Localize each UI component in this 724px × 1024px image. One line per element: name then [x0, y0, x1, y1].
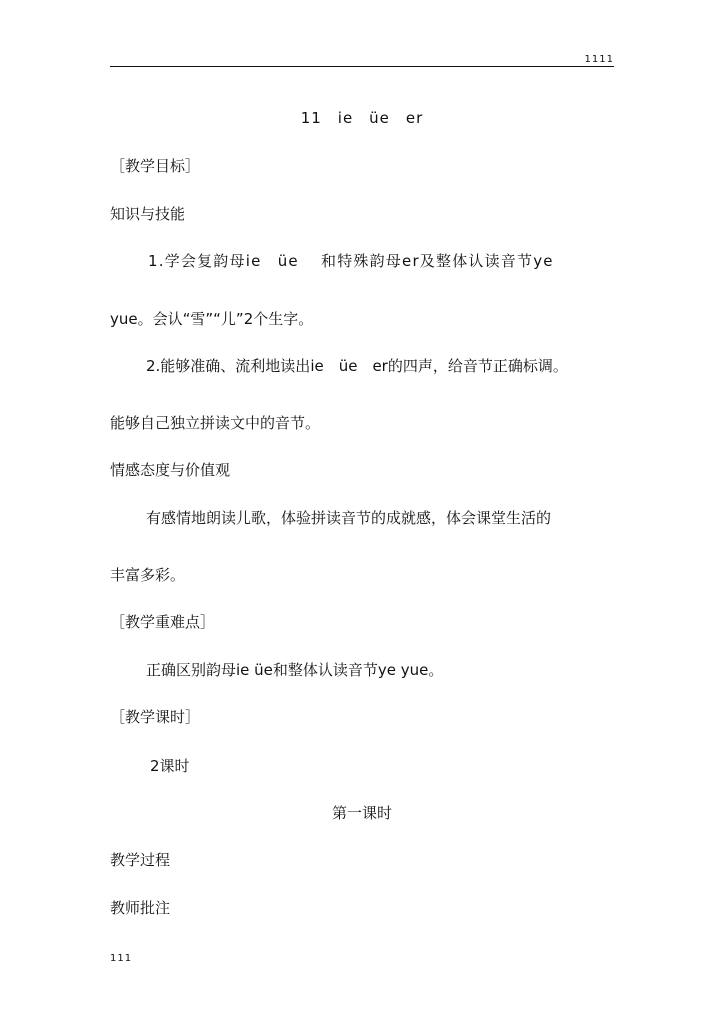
- item1-line2: yue。会认“雪”“儿”2个生字。: [110, 310, 314, 328]
- class-hours-text: 2课时: [150, 757, 190, 775]
- footer-page-number: 111: [110, 953, 133, 964]
- page-title: 11 ie üe er: [300, 109, 424, 127]
- header-rule: [110, 66, 614, 67]
- emotion-heading: 情感态度与价值观: [110, 461, 231, 479]
- emotion-line2: 丰富多彩。: [110, 566, 186, 584]
- knowledge-skills-heading: 知识与技能: [110, 205, 186, 223]
- key-points-text: 正确区别韵母ie üe和整体认读音节ye yue。: [146, 661, 444, 679]
- teacher-notes-heading: 教师批注: [110, 899, 171, 917]
- key-points-heading: ［教学重难点］: [110, 613, 216, 631]
- objectives-heading: ［教学目标］: [110, 157, 201, 175]
- item1-line1: 1.学会复韵母ie üe 和特殊韵母er及整体认读音节ye: [148, 252, 554, 270]
- emotion-line1: 有感情地朗读儿歌，体验拼读音节的成就感，体会课堂生活的: [146, 509, 552, 527]
- item2-line2: 能够自己独立拼读文中的音节。: [110, 414, 321, 432]
- header-page-number: 1111: [584, 54, 614, 65]
- class-hours-heading: ［教学课时］: [110, 708, 201, 726]
- item2-line1: 2.能够准确、流利地读出ie üe er的四声，给音节正确标调。: [146, 357, 568, 375]
- process-heading: 教学过程: [110, 851, 171, 869]
- first-lesson-heading: 第一课时: [331, 804, 392, 822]
